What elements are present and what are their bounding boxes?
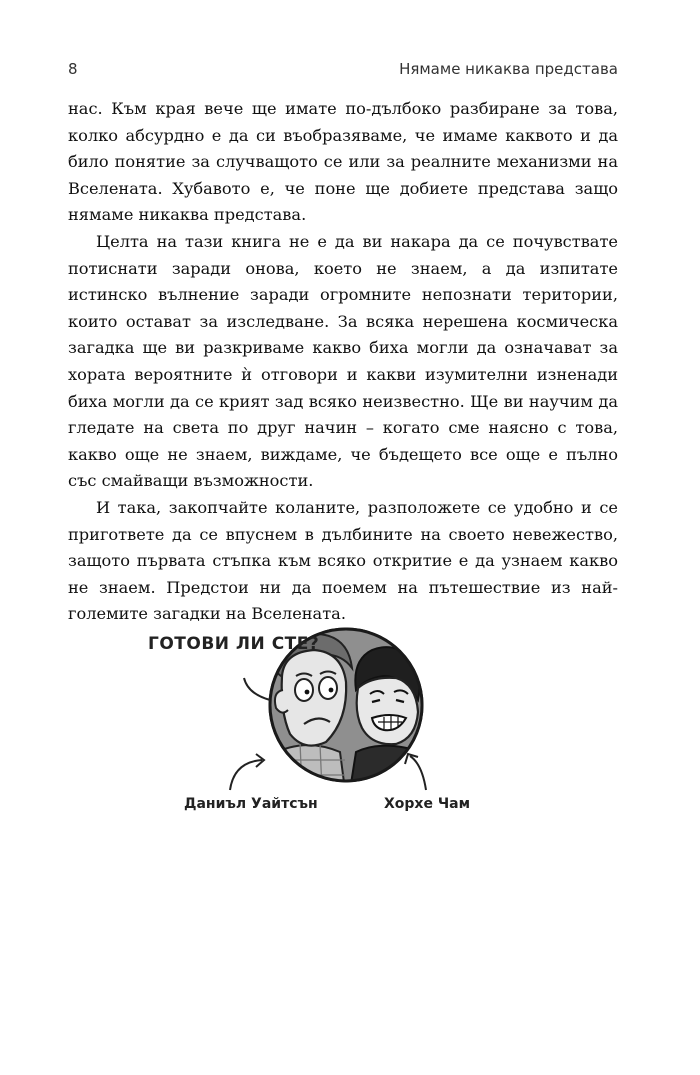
author-name-right: Хорхе Чам — [384, 796, 471, 812]
paragraph: И така, закопчайте коланите, разположете се удобно и се пригответе да се впуснем в дълбините на своето невежество, защото първата стъпка към всяко откритие е да узнаем какво не знаем. Предстои ни да поемем на пътешествие из най-големите загадки на Вселената. — [68, 497, 618, 624]
illustration-question: ГОТОВИ ЛИ СТЕ? — [148, 634, 320, 654]
author-name-left: Даниъл Уайтсън — [184, 796, 318, 812]
paragraph: Целта на тази книга не е да ви накара да се почувствате потиснати заради онова, което не знаем, а да изпитате истинско вълнение заради огромните непознати територии, които остават за изследване. За всяка нерешена космическа загадка ще ви разкриваме какво биха могли да означават за хората вероятните ѝ отговори и какви изумителни изненади биха могли да се крият зад всяко неизвестно. Ще ви научим да гледате на света по друг начин – когато сме наясно с това, какво още не знаем, виждаме, че бъдещето все още е пълно със смайващи възможности. — [68, 231, 618, 491]
paragraph: нас. Към края вече ще имате по-дълбоко разбиране за това, колко абсурдно е да си въобразяваме, че имаме каквото и да било понятие за случващото се или за реалните механизми на Вселената. Хубавото е, че поне ще добиете представа защо нямаме никаква представа. — [68, 99, 618, 225]
page-number: 8 — [68, 60, 78, 78]
left-author-arrow — [230, 760, 262, 790]
question-pointer-line — [244, 678, 270, 700]
right-person-face — [357, 678, 418, 744]
running-title: Нямаме никаква представа — [399, 60, 618, 78]
right-author-arrow — [410, 756, 426, 790]
